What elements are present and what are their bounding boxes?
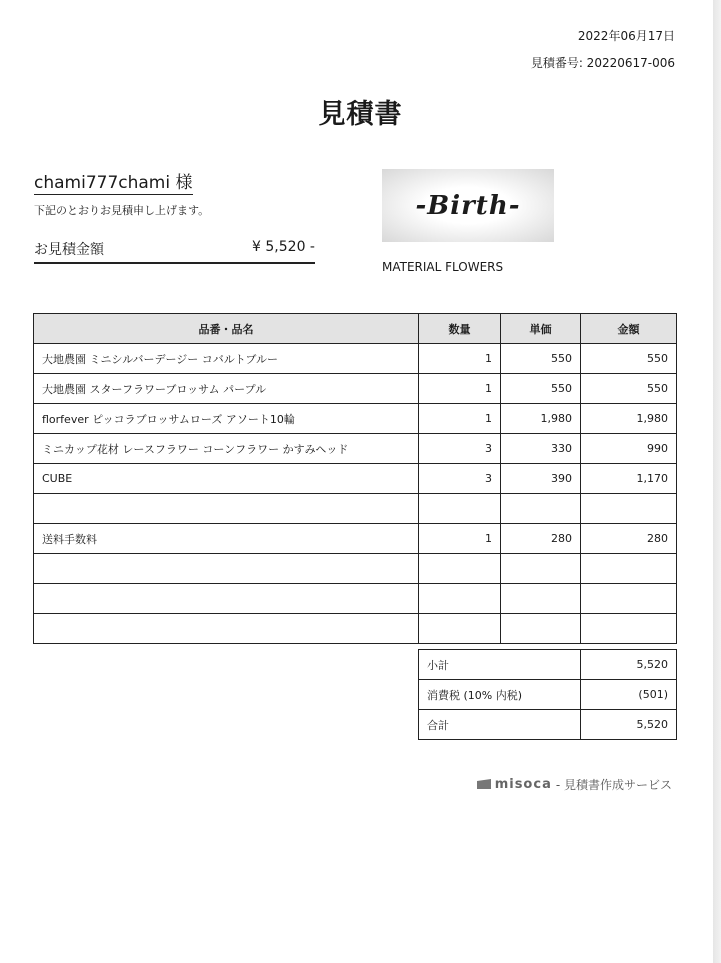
item-name: 大地農園 スターフラワーブロッサム パープル [34,374,419,404]
item-qty: 1 [419,524,501,554]
total-label: 合計 [419,710,581,740]
misoca-logo-icon [477,778,491,792]
item-amount: 550 [581,344,677,374]
tax-label: 消費税 (10% 内税) [419,680,581,710]
item-amount: 1,980 [581,404,677,434]
header-amount: 金額 [581,314,677,344]
table-row [34,584,677,614]
header-quantity: 数量 [419,314,501,344]
item-amount [581,554,677,584]
item-qty: 1 [419,374,501,404]
item-amount: 990 [581,434,677,464]
item-name: ミニカップ花材 レースフラワー コーンフラワー かすみヘッド [34,434,419,464]
item-qty [419,614,501,644]
subtotal-row [419,650,677,680]
item-qty [419,494,501,524]
items-table [33,313,677,644]
item-amount [581,584,677,614]
item-qty [419,584,501,614]
customer-name: chami777chami 様 [34,168,193,195]
subtotal-value: 5,520 [581,650,677,680]
estimate-number: 見積番号: 20220617-006 [530,56,675,70]
item-name: florfever ピッコラブロッサムローズ アソート10輪 [34,404,419,434]
table-row [34,404,677,434]
item-qty [419,554,501,584]
subtotal-label: 小計 [419,650,581,680]
estimate-amount-label: お見積金額 [34,242,104,258]
item-unit-price [501,584,581,614]
item-amount: 1,170 [581,464,677,494]
item-name [34,554,419,584]
item-unit-price: 330 [501,434,581,464]
table-row [34,524,677,554]
item-amount: 550 [581,374,677,404]
table-row [34,464,677,494]
item-amount: 280 [581,524,677,554]
estimate-amount [34,239,315,264]
item-unit-price: 550 [501,374,581,404]
item-name [34,494,419,524]
footer-brand: misoca [494,777,552,792]
logo-text: -Birth- [415,190,521,221]
footer [477,776,672,793]
table-row [34,344,677,374]
tax-row [419,680,677,710]
item-unit-price [501,494,581,524]
item-unit-price: 550 [501,344,581,374]
estimate-amount-value: ¥ 5,520 - [252,239,315,255]
page-title: 見積書 [318,99,403,130]
company-name: MATERIAL FLOWERS [382,260,504,274]
table-header-row [34,314,677,344]
greeting-text: 下記のとおりお見積申し上げます。 [34,204,210,217]
table-row [34,374,677,404]
item-name: CUBE [34,464,419,494]
table-row [34,494,677,524]
tax-value: (501) [581,680,677,710]
header-item-name: 品番・品名 [34,314,419,344]
item-name: 送料手数料 [34,524,419,554]
item-unit-price [501,614,581,644]
page-edge [713,0,721,963]
header-unit-price: 単価 [501,314,581,344]
total-value: 5,520 [581,710,677,740]
totals-table [418,649,677,740]
item-qty: 3 [419,434,501,464]
table-row [34,554,677,584]
item-qty: 3 [419,464,501,494]
total-row [419,710,677,740]
item-name: 大地農園 ミニシルバーデージー コバルトブルー [34,344,419,374]
item-amount [581,494,677,524]
item-qty: 1 [419,404,501,434]
item-unit-price: 1,980 [501,404,581,434]
item-unit-price: 390 [501,464,581,494]
issue-date: 2022年06月17日 [577,29,675,43]
item-name [34,584,419,614]
item-unit-price [501,554,581,584]
item-amount [581,614,677,644]
company-logo [382,169,554,242]
footer-text: - 見積書作成サービス [555,778,672,792]
item-name [34,614,419,644]
table-row [34,434,677,464]
item-unit-price: 280 [501,524,581,554]
table-row [34,614,677,644]
item-qty: 1 [419,344,501,374]
